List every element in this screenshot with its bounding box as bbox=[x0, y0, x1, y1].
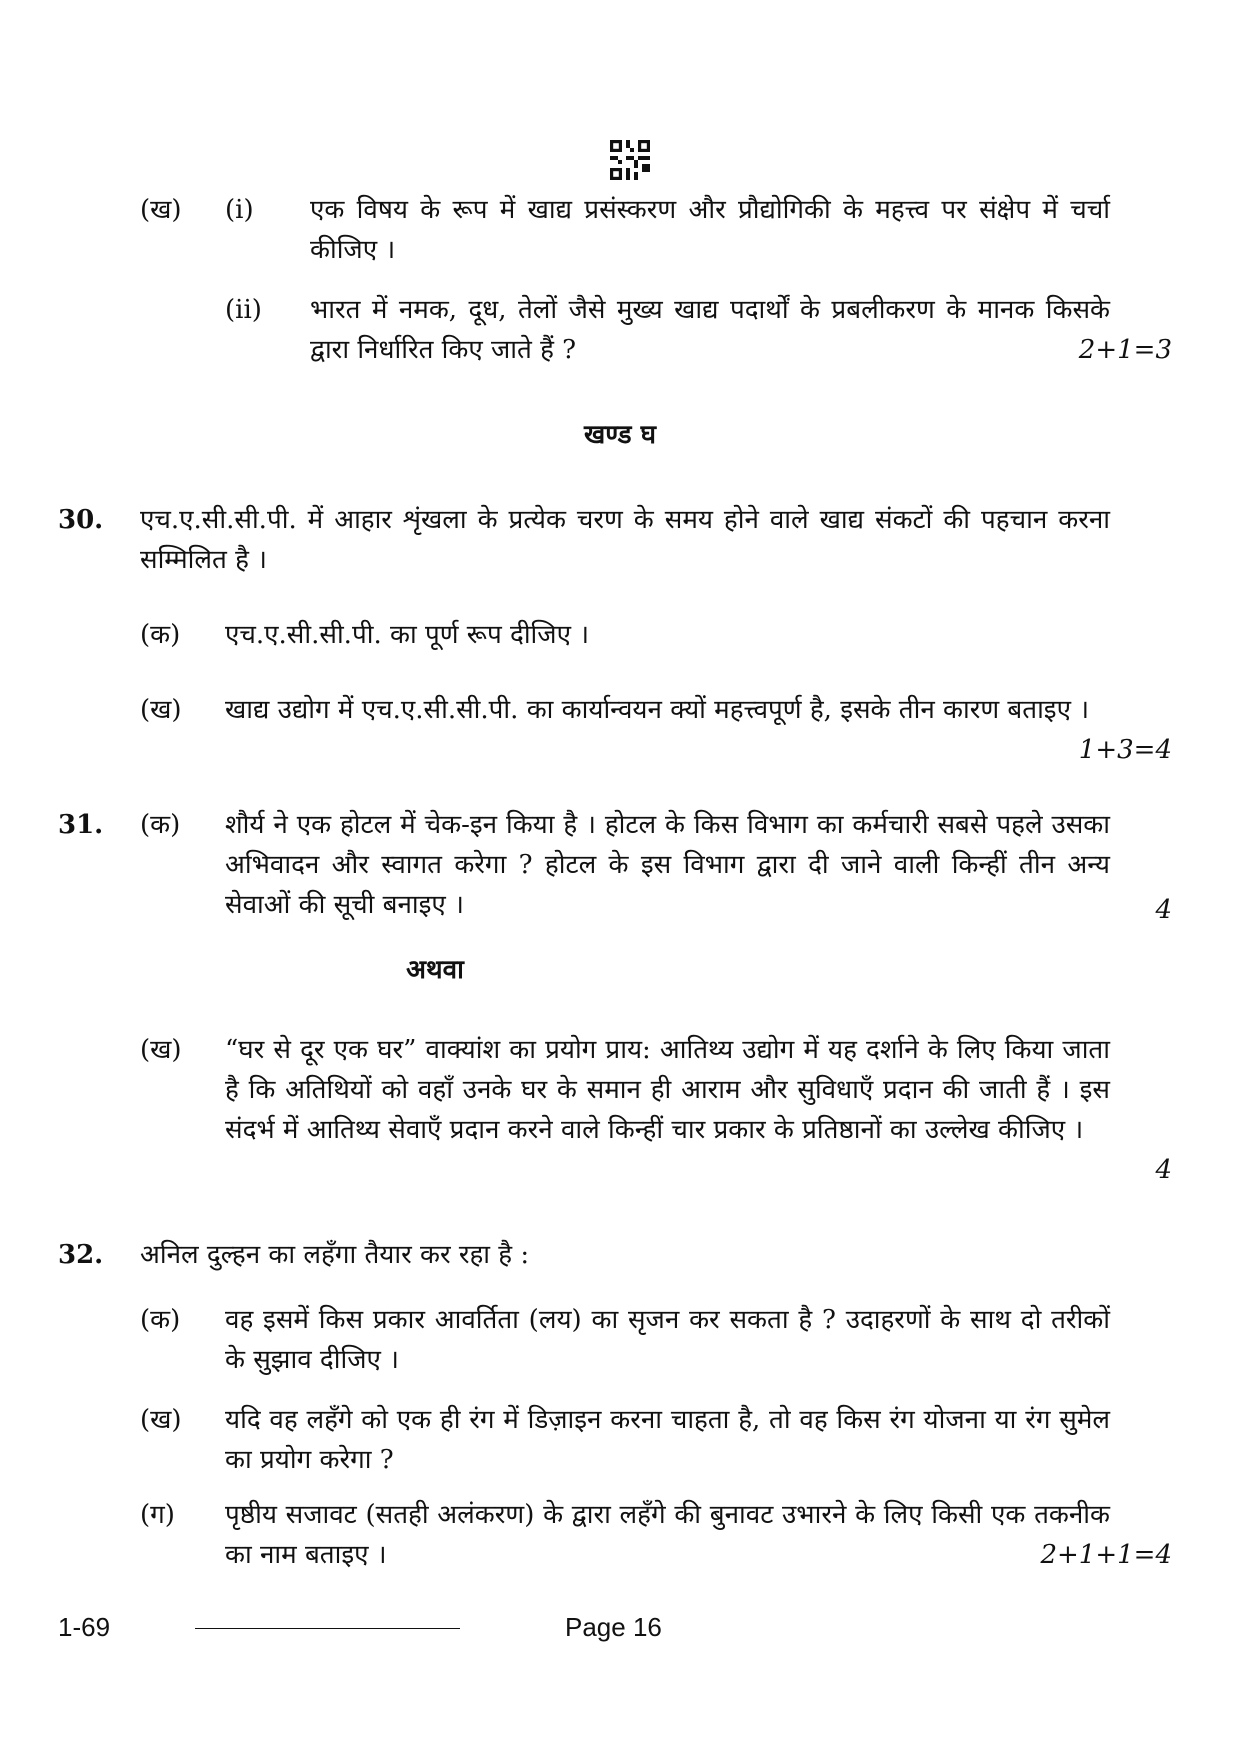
q29b-i-label: (i) bbox=[225, 195, 254, 225]
q30a-text: एच.ए.सी.सी.पी. का पूर्ण रूप दीजिए । bbox=[225, 620, 590, 650]
paper-code: 1-69 bbox=[58, 1612, 111, 1642]
section-title: खण्ड घ bbox=[584, 420, 656, 450]
q31b-text: “घर से दूर एक घर” वाक्यांश का प्रयोग प्राय: आतिथ्य उद्योग में यह दर्शाने के लिए किया जाता है कि अतिथियों को वहाँ उनके घर के समान ही आराम और सुविधाएँ प्रदान की जाती हैं । इस संदर्भ में आतिथ्य सेवाएँ प्रदान करने वाले किन्हीं चार प्रकार के प्रतिष्ठानों का उल्लेख कीजिए । bbox=[225, 1035, 1110, 1145]
or-separator: अथवा bbox=[406, 955, 464, 985]
footer-rule bbox=[195, 1628, 460, 1629]
page-number: Page 16 bbox=[565, 1612, 662, 1642]
q30-marks: 1+3=4 bbox=[1078, 735, 1172, 765]
q29b-ii-text: भारत में नमक, दूध, तेलों जैसे मुख्य खाद्य पदार्थों के प्रबलीकरण के मानक किसके द्वारा निर्धारित किए जाते हैं ? bbox=[310, 295, 1110, 365]
q30-stem: एच.ए.सी.सी.पी. में आहार शृंखला के प्रत्येक चरण के समय होने वाले खाद्य संकटों की पहचान करना सम्मिलित है । bbox=[140, 505, 1110, 575]
q32b-text: यदि वह लहँगे को एक ही रंग में डिज़ाइन करना चाहता है, तो वह किस रंग योजना या रंग सुमेल का प्रयोग करेगा ? bbox=[225, 1405, 1110, 1475]
q32a-label: (क) bbox=[140, 1305, 181, 1335]
q32b-label: (ख) bbox=[140, 1405, 182, 1435]
q29b-i-text: एक विषय के रूप में खाद्य प्रसंस्करण और प्रौद्योगिकी के महत्त्व पर संक्षेप में चर्चा कीजिए । bbox=[310, 195, 1110, 265]
q31b-label: (ख) bbox=[140, 1035, 182, 1065]
q32-stem: अनिल दुल्हन का लहँगा तैयार कर रहा है : bbox=[140, 1240, 530, 1270]
q31b-marks: 4 bbox=[1155, 1155, 1172, 1185]
q30a-label: (क) bbox=[140, 620, 181, 650]
q30-number: 30. bbox=[58, 505, 104, 535]
q32a-text: वह इसमें किस प्रकार आवर्तिता (लय) का सृजन कर सकता है ? उदाहरणों के साथ दो तरीकों के सुझाव दीजिए । bbox=[225, 1305, 1110, 1375]
q31a-marks: 4 bbox=[1155, 895, 1172, 925]
q29b-ii-label: (ii) bbox=[225, 295, 262, 325]
q31a-text: शौर्य ने एक होटल में चेक-इन किया है । होटल के किस विभाग का कर्मचारी सबसे पहले उसका अभिवादन और स्वागत करेगा ? होटल के इस विभाग द्वारा दी जाने वाली किन्हीं तीन अन्य सेवाओं की सूची बनाइए । bbox=[225, 810, 1110, 920]
q29b-label: (ख) bbox=[140, 195, 182, 225]
q32c-text: पृष्ठीय सजावट (सतही अलंकरण) के द्वारा लहँगे की बुनावट उभारने के लिए किसी एक तकनीक का नाम बताइए । bbox=[225, 1500, 1110, 1570]
q32-number: 32. bbox=[58, 1240, 104, 1270]
q31a-label: (क) bbox=[140, 810, 181, 840]
qr-code bbox=[610, 140, 650, 180]
q31-number: 31. bbox=[58, 810, 104, 840]
q30b-text: खाद्य उद्योग में एच.ए.सी.सी.पी. का कार्यान्वयन क्यों महत्त्वपूर्ण है, इसके तीन कारण बताइए । bbox=[225, 695, 1090, 725]
q32c-label: (ग) bbox=[140, 1500, 175, 1530]
q32-marks: 2+1+1=4 bbox=[1040, 1540, 1172, 1570]
q29b-marks: 2+1=3 bbox=[1078, 335, 1172, 365]
q30b-label: (ख) bbox=[140, 695, 182, 725]
